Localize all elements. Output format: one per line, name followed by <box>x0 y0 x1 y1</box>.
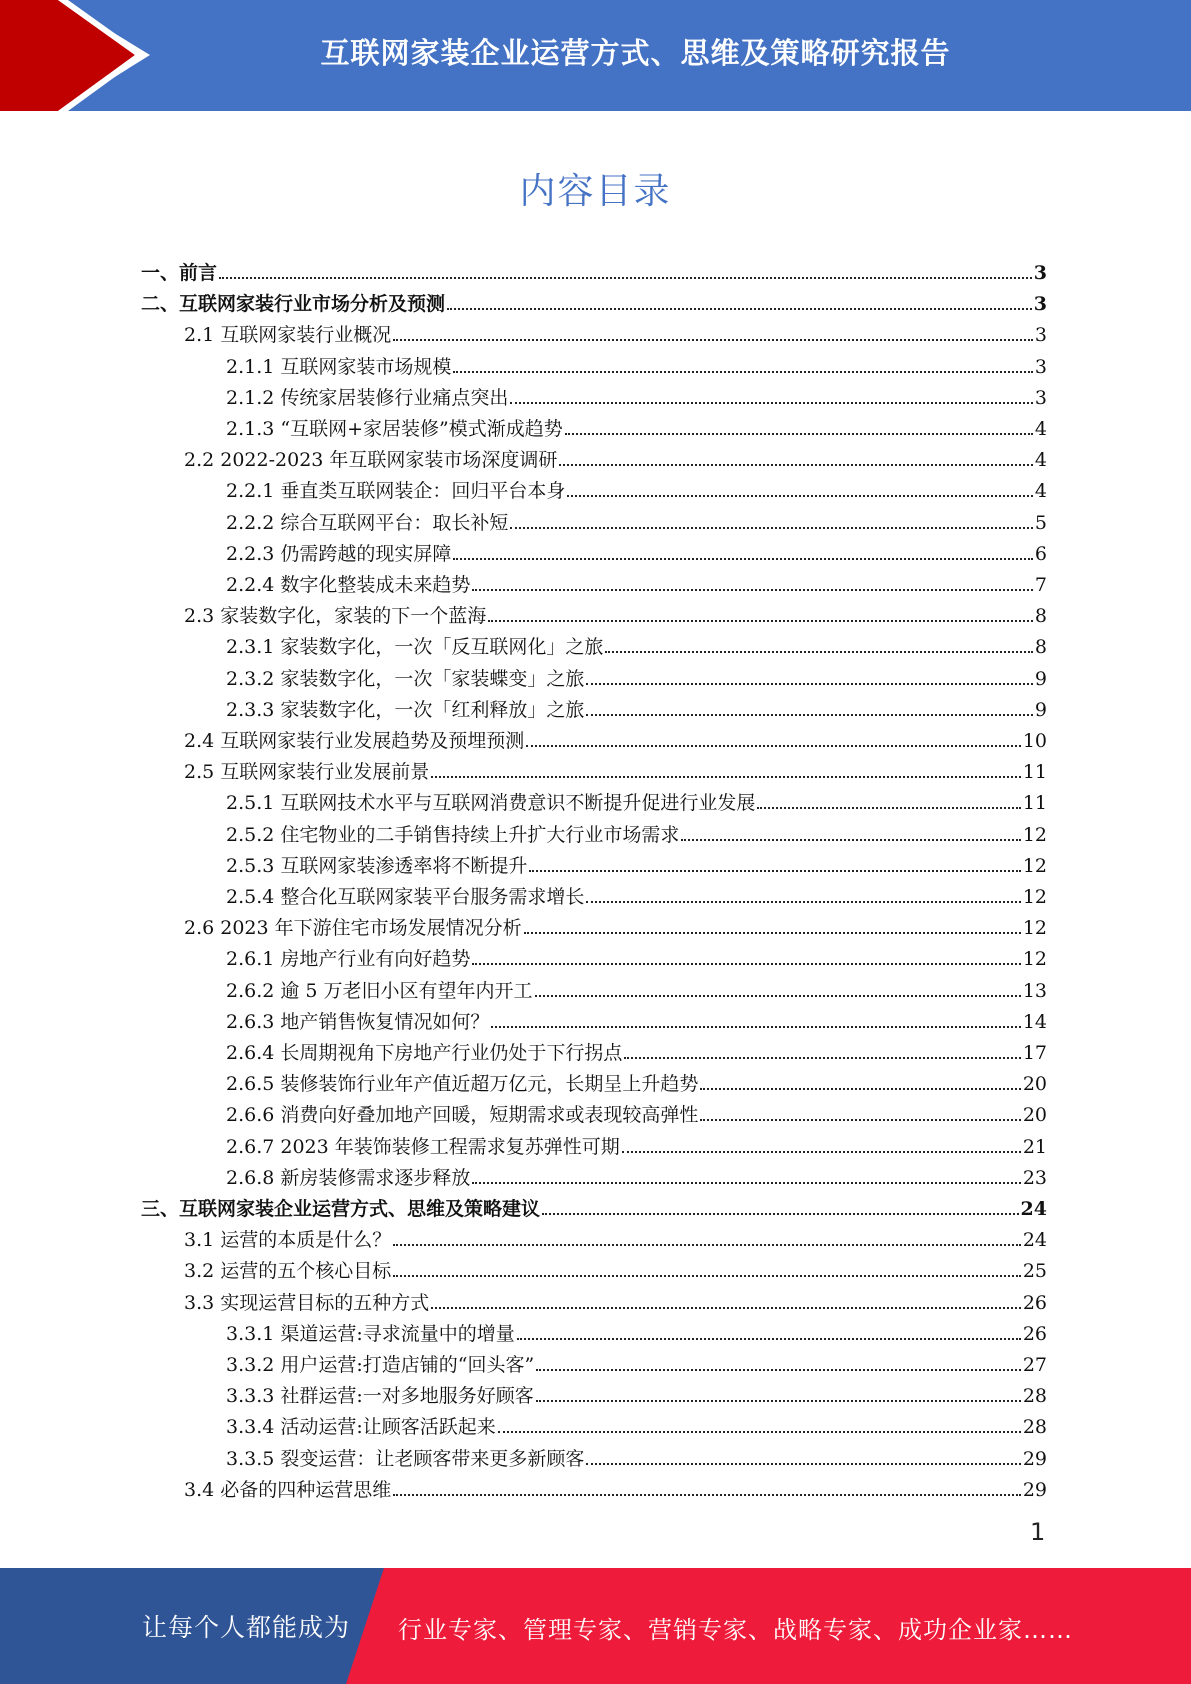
toc-leader-dots <box>498 1413 1021 1433</box>
toc-leader-dots <box>393 1476 1021 1496</box>
toc-entry-title: 2.1.3 “互联网+家居装修”模式渐成趋势 <box>226 418 563 440</box>
toc-entry[interactable] <box>226 1127 1047 1158</box>
toc-leader-dots <box>431 758 1021 778</box>
toc-entry[interactable] <box>226 565 1047 596</box>
toc-entry-title: 2.5.2 住宅物业的二手销售持续上升扩大行业市场需求 <box>226 823 680 846</box>
toc-entry[interactable] <box>184 1470 1047 1501</box>
toc-entry-page: 23 <box>1022 1166 1047 1189</box>
toc-entry-title: 2.6.2 逾 5 万老旧小区有望年内开工 <box>226 979 533 1002</box>
toc-entry-page: 3 <box>1033 262 1047 284</box>
toc-entry-page: 6 <box>1034 542 1047 565</box>
toc-leader-dots <box>524 914 1021 934</box>
toc-entry-title: 2.6.7 2023 年装饰装修工程需求复苏弹性可期 <box>226 1135 620 1158</box>
toc-entry-title: 2.6.4 长周期视角下房地产行业仍处于下行拐点 <box>226 1042 623 1064</box>
toc-entry[interactable] <box>226 471 1047 502</box>
toc-leader-dots <box>535 977 1021 997</box>
toc-entry[interactable] <box>184 908 1047 939</box>
toc-entry-title: 2.3.1 家装数字化，一次「反互联网化」之旅 <box>226 636 604 659</box>
toc-entry-title: 3.3.5 裂变运营：让老顾客带来更多新顾客 <box>226 1447 585 1470</box>
toc-entry-page: 11 <box>1022 761 1047 784</box>
toc-leader-dots <box>472 571 1033 591</box>
toc-leader-dots <box>488 602 1033 622</box>
toc-leader-dots <box>393 321 1033 341</box>
toc-entry[interactable] <box>226 1002 1047 1033</box>
toc-leader-dots <box>542 1195 1019 1215</box>
toc-entry[interactable] <box>226 939 1047 970</box>
toc-leader-dots <box>565 415 1033 435</box>
toc-entry[interactable] <box>226 1033 1047 1064</box>
toc-entry-page: 12 <box>1022 823 1047 846</box>
toc-entry[interactable] <box>184 596 1047 627</box>
toc-entry[interactable] <box>226 347 1047 378</box>
toc-entry[interactable] <box>184 440 1047 471</box>
toc-entry[interactable] <box>226 1376 1047 1407</box>
toc-entry-title: 2.6.8 新房装修需求逐步释放 <box>226 1166 471 1189</box>
toc-entry[interactable] <box>226 877 1047 908</box>
toc-entry-title: 3.4 必备的四种运营思维 <box>184 1478 392 1501</box>
toc-leader-dots <box>219 259 1032 279</box>
toc-entry[interactable] <box>226 1407 1047 1438</box>
toc-leader-dots <box>517 1320 1021 1340</box>
toc-entry-page: 4 <box>1034 449 1047 472</box>
toc-entry[interactable] <box>226 1158 1047 1189</box>
page-header <box>0 0 1191 111</box>
toc-leader-dots <box>472 1164 1020 1184</box>
toc-entry-page: 28 <box>1022 1416 1047 1439</box>
toc-leader-dots <box>491 1008 1020 1028</box>
toc-entry-page: 5 <box>1034 511 1047 534</box>
toc-entry-title: 2.2.3 仍需跨越的现实屏障 <box>226 542 452 565</box>
toc-entry-title: 3.1 运营的本质是什么？ <box>184 1229 392 1252</box>
toc-entry-title: 2.1 互联网家装行业概况 <box>184 324 392 347</box>
toc-entry-page: 14 <box>1022 1010 1047 1033</box>
toc-entry-title: 2.1.2 传统家居装修行业痛点突出 <box>226 386 509 409</box>
toc-entry[interactable] <box>226 503 1047 534</box>
toc-entry-page: 9 <box>1034 667 1047 690</box>
toc-entry-page: 13 <box>1022 979 1047 1002</box>
toc-entry[interactable] <box>226 971 1047 1002</box>
toc-entry-title: 2.3.2 家装数字化，一次「家装蝶变」之旅 <box>226 667 585 690</box>
toc-entry-page: 20 <box>1022 1104 1047 1127</box>
toc-leader-dots <box>447 290 1032 310</box>
toc-leader-dots <box>526 727 1021 747</box>
toc-leader-dots <box>529 852 1020 872</box>
toc-entry-page: 29 <box>1022 1478 1047 1501</box>
toc-entry[interactable] <box>184 721 1047 752</box>
toc-entry-page: 3 <box>1033 293 1047 316</box>
toc-entry-title: 2.2.1 垂直类互联网装企：回归平台本身 <box>226 480 566 503</box>
toc-entry-page: 20 <box>1022 1073 1047 1096</box>
toc-leader-dots <box>431 1289 1021 1309</box>
toc-leader-dots <box>510 384 1033 404</box>
toc-entry-title: 2.6.5 装修装饰行业年产值近超万亿元，长期呈上升趋势 <box>226 1073 699 1096</box>
toc-entry-page: 26 <box>1022 1322 1047 1345</box>
toc-entry-page: 24 <box>1022 1229 1047 1252</box>
toc-entry-title: 一、前言 <box>141 262 218 284</box>
toc-entry-title: 2.2 2022-2023 年互联网家装市场深度调研 <box>184 449 558 472</box>
toc-entry-title: 2.1.1 互联网家装市场规模 <box>226 355 452 378</box>
toc-entry[interactable] <box>226 815 1047 846</box>
toc-entry-title: 2.3.3 家装数字化，一次「红利释放」之旅 <box>226 698 585 721</box>
toc-entry-page: 12 <box>1022 948 1047 971</box>
toc-entry[interactable] <box>226 534 1047 565</box>
toc-leader-dots <box>757 789 1020 809</box>
toc-entry-page: 3 <box>1034 324 1047 347</box>
toc-entry-page: 21 <box>1022 1135 1047 1158</box>
toc-entry-title: 2.5.1 互联网技术水平与互联网消费意识不断提升促进行业发展 <box>226 792 756 815</box>
toc-entry-title: 3.3.2 用户运营:打造店铺的“回头客” <box>226 1354 535 1376</box>
page-footer <box>0 1568 1191 1684</box>
toc-entry-page: 29 <box>1022 1447 1047 1470</box>
toc-leader-dots <box>536 1351 1021 1371</box>
toc-entry-page: 12 <box>1022 917 1047 940</box>
toc-leader-dots <box>586 665 1033 685</box>
toc-leader-dots <box>567 477 1033 497</box>
toc-entry-page: 12 <box>1022 854 1047 877</box>
toc-entry[interactable] <box>226 846 1047 877</box>
toc-entry-title: 3.3 实现运营目标的五种方式 <box>184 1291 430 1314</box>
toc-entry[interactable] <box>184 315 1047 346</box>
toc-entry-title: 2.6.1 房地产行业有向好趋势 <box>226 948 471 971</box>
toc-leader-dots <box>624 1039 1020 1059</box>
toc-entry[interactable] <box>226 378 1047 409</box>
toc-leader-dots <box>605 633 1033 653</box>
toc-entry-title: 二、互联网家装行业市场分析及预测 <box>141 293 446 316</box>
toc-entry[interactable] <box>226 1345 1047 1376</box>
toc-entry-page: 4 <box>1034 418 1047 440</box>
toc-entry-page: 8 <box>1034 636 1047 659</box>
toc-entry[interactable] <box>226 1095 1047 1126</box>
toc-entry-title: 2.5.4 整合化互联网家装平台服务需求增长 <box>226 886 585 908</box>
toc-entry-page: 3 <box>1034 355 1047 378</box>
toc-entry-page: 4 <box>1034 480 1047 503</box>
toc-entry-title: 2.3 家装数字化，家装的下一个蓝海 <box>184 605 487 628</box>
toc-leader-dots <box>700 1101 1020 1121</box>
toc-leader-dots <box>586 696 1033 716</box>
toc-entry-page: 11 <box>1022 792 1047 815</box>
toc-entry[interactable] <box>226 1064 1047 1095</box>
toc-entry[interactable] <box>141 253 1047 284</box>
toc-entry-title: 2.2.4 数字化整装成未来趋势 <box>226 574 471 596</box>
toc-entry-title: 3.2 运营的五个核心目标 <box>184 1260 392 1283</box>
toc-entry[interactable] <box>226 1314 1047 1345</box>
toc-leader-dots <box>559 446 1032 466</box>
toc-entry-title: 3.3.3 社群运营:一对多地服务好顾客 <box>226 1385 534 1408</box>
toc-entry[interactable] <box>184 1251 1047 1282</box>
footer-roles: 行业专家、管理专家、营销专家、战略专家、成功企业家…… <box>398 1616 1073 1644</box>
toc-leader-dots <box>681 821 1020 841</box>
toc-leader-dots <box>586 883 1020 903</box>
toc-leader-dots <box>453 540 1033 560</box>
toc-leader-dots <box>700 1070 1020 1090</box>
toc-entry[interactable] <box>184 1283 1047 1314</box>
toc-entry-title: 3.3.4 活动运营:让顾客活跃起来 <box>226 1416 496 1439</box>
toc-leader-dots <box>586 1445 1020 1465</box>
toc-leader-dots <box>510 509 1033 529</box>
toc-entry-page: 26 <box>1022 1291 1047 1314</box>
toc-entry-page: 25 <box>1022 1260 1047 1283</box>
toc-entry[interactable] <box>184 752 1047 783</box>
toc-entry-title: 2.6 2023 年下游住宅市场发展情况分析 <box>184 917 522 940</box>
toc-entry-page: 24 <box>1020 1198 1047 1220</box>
toc-leader-dots <box>622 1133 1021 1153</box>
toc-entry-title: 2.5.3 互联网家装渗透率将不断提升 <box>226 854 528 877</box>
toc-entry[interactable] <box>226 1439 1047 1470</box>
toc-entry-title: 2.4 互联网家装行业发展趋势及预埋预测 <box>184 730 525 752</box>
toc-entry-title: 3.3.1 渠道运营:寻求流量中的增量 <box>226 1322 515 1345</box>
toc-entry[interactable] <box>226 659 1047 690</box>
toc-entry-page: 10 <box>1022 730 1047 752</box>
toc-entry-page: 9 <box>1034 698 1047 721</box>
toc-entry-title: 2.6.6 消费向好叠加地产回暖，短期需求或表现较高弹性 <box>226 1104 699 1127</box>
toc-entry-page: 28 <box>1022 1385 1047 1408</box>
toc-entry-page: 7 <box>1034 574 1047 596</box>
toc-leader-dots <box>472 945 1020 965</box>
toc-leader-dots <box>393 1257 1021 1277</box>
footer-slogan: 让每个人都能成为 <box>142 1613 351 1642</box>
report-title: 互联网家装企业运营方式、思维及策略研究报告 <box>320 35 951 70</box>
toc-entry-page: 3 <box>1034 386 1047 409</box>
toc-entry-title: 三、互联网家装企业运营方式、思维及策略建议 <box>141 1198 541 1220</box>
toc-leader-dots <box>536 1382 1021 1402</box>
toc-entry[interactable] <box>184 1220 1047 1251</box>
toc-entry-page: 17 <box>1022 1042 1047 1064</box>
toc-entry[interactable] <box>226 627 1047 658</box>
toc-entry-title: 2.6.3 地产销售恢复情况如何？ <box>226 1010 490 1033</box>
toc-entry[interactable] <box>141 284 1047 315</box>
toc-entry[interactable] <box>226 409 1047 440</box>
toc-leader-dots <box>393 1226 1021 1246</box>
toc-heading: 内容目录 <box>519 171 672 212</box>
toc-entry-title: 2.2.2 综合互联网平台：取长补短 <box>226 511 509 534</box>
toc-entry[interactable] <box>141 1189 1047 1220</box>
toc-entry-page: 27 <box>1022 1354 1047 1376</box>
toc-leader-dots <box>453 353 1033 373</box>
toc-entry-page: 8 <box>1034 605 1047 628</box>
toc-entry-page: 12 <box>1022 886 1047 908</box>
page-number: 1 <box>1030 1518 1046 1546</box>
toc-entry-title: 2.5 互联网家装行业发展前景 <box>184 761 430 784</box>
toc-entry[interactable] <box>226 783 1047 814</box>
toc-entry[interactable] <box>226 690 1047 721</box>
